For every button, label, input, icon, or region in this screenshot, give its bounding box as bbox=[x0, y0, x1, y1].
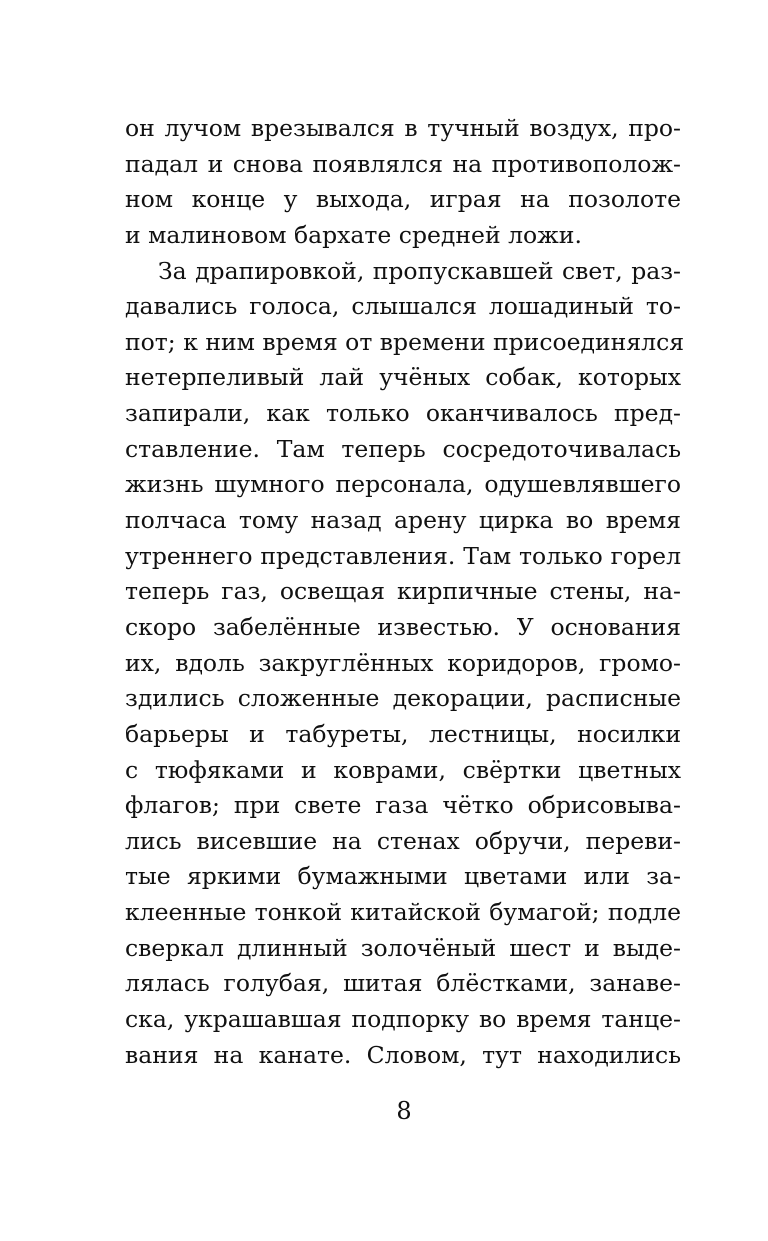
text-line: полчаса тому назад арену цирка во время bbox=[125, 506, 681, 535]
text-line: с тюфяками и коврами, свёртки цветных bbox=[125, 755, 681, 784]
text-line: лялась голубая, шитая блёстками, занаве- bbox=[125, 969, 681, 998]
text-line: утреннего представления. Там только горел bbox=[125, 541, 681, 570]
text-line: их, вдоль закруглённых коридоров, громо- bbox=[125, 648, 681, 677]
text-line: и малиновом бархате средней ложи. bbox=[125, 220, 582, 249]
body-text bbox=[125, 111, 685, 1073]
text-line: ставление. Там теперь сосредоточивалась bbox=[125, 434, 681, 463]
text-line: падал и снова появлялся на противополож- bbox=[125, 149, 681, 178]
text-line: теперь газ, освещая кирпичные стены, на- bbox=[125, 577, 681, 606]
text-line: нетерпеливый лай учёных собак, которых bbox=[125, 363, 681, 392]
text-line: вания на канате. Словом, тут находились bbox=[125, 1040, 681, 1069]
text-line: ном конце у выхода, играя на позолоте bbox=[125, 185, 681, 214]
page-number: 8 bbox=[396, 1097, 412, 1125]
text-line: он лучом врезывался в тучный воздух, про- bbox=[125, 114, 681, 142]
text-line: За драпировкой, пропускавшей свет, раз- bbox=[158, 256, 681, 285]
text-line: клеенные тонкой китайской бумагой; подле bbox=[125, 898, 681, 927]
text-line: ска, украшавшая подпорку во время танце- bbox=[125, 1005, 681, 1034]
paragraph-1 bbox=[125, 111, 681, 254]
text-line: тые яркими бумажными цветами или за- bbox=[125, 862, 681, 891]
text-line: сверкал длинный золочёный шест и выде- bbox=[125, 933, 681, 962]
text-line: запирали, как только оканчивалось пред- bbox=[125, 399, 681, 428]
text-line: жизнь шумного персонала, одушевлявшего bbox=[125, 470, 681, 499]
text-line: пот; к ним время от времени присоединялся bbox=[125, 327, 685, 356]
text-line: скоро забелённые известью. У основания bbox=[125, 612, 681, 641]
paragraph-2 bbox=[125, 254, 685, 1074]
text-line: флагов; при свете газа чётко обрисовыва- bbox=[125, 791, 681, 820]
text-line: лись висевшие на стенах обручи, переви- bbox=[125, 826, 681, 855]
text-line: давались голоса, слышался лошадиный то- bbox=[125, 292, 681, 321]
text-line: барьеры и табуреты, лестницы, носилки bbox=[125, 719, 681, 748]
text-line: здились сложенные декорации, расписные bbox=[125, 684, 681, 713]
